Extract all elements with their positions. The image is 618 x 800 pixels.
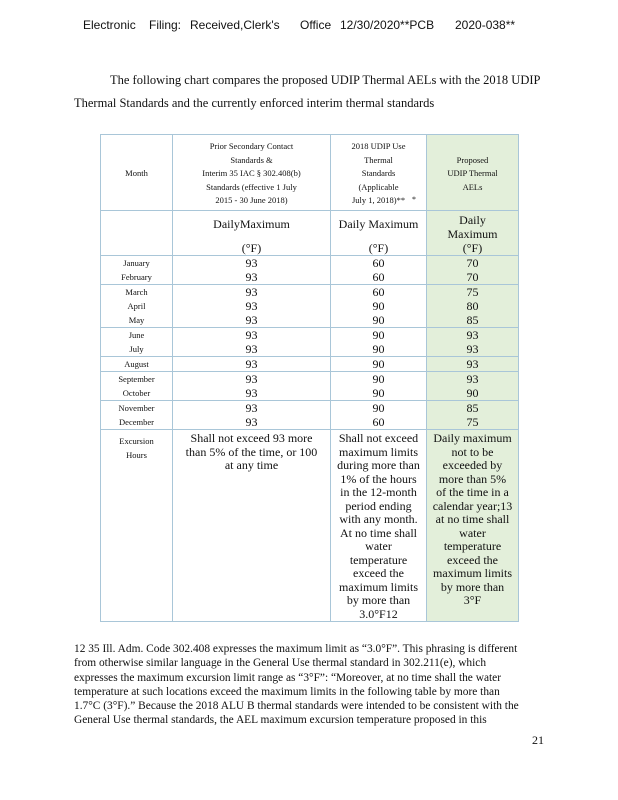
units-prior [173, 211, 331, 256]
units-proposed-label: Daily Maximum [447, 213, 498, 241]
month-name: March [125, 287, 148, 297]
month-name: July [129, 344, 144, 354]
proposed-value: 80 [466, 299, 479, 313]
group-cell-prior [173, 328, 331, 357]
excursion-label-line-2: Hours [126, 450, 147, 460]
prior-value: 93 [245, 372, 258, 386]
excursion-proposed-line-12: by more than [440, 579, 505, 594]
group-cell-prior [173, 357, 331, 372]
group-cell-udip [331, 328, 427, 357]
prior-value: 93 [245, 313, 258, 327]
units-udip-label: Daily Maximum [338, 217, 419, 231]
excursion-udip-line-4: 1% of the hours [340, 471, 417, 486]
prior-value: 93 [245, 256, 258, 270]
footnote-line-4: temperature at such locations exceed the maximum limits in the following table by more than [74, 685, 500, 698]
group-cell-month [101, 357, 173, 372]
header-udip-star: * [412, 195, 416, 204]
header-docket: 2020-038** [455, 18, 516, 32]
excursion-udip-line-3: during more than [337, 458, 420, 472]
excursion-proposed-line-6: calendar year;13 [432, 498, 513, 513]
group-cell-udip [331, 256, 427, 285]
group-cell-udip [331, 401, 427, 430]
proposed-value: 93 [466, 342, 479, 356]
group-cell-month [101, 256, 173, 285]
header-filing: Filing: [149, 18, 182, 32]
month-group-row [101, 328, 519, 357]
header-prior-standards [173, 135, 331, 211]
proposed-value: 93 [466, 357, 479, 371]
header-proposed-line-1: Proposed [456, 154, 489, 165]
proposed-value: 93 [466, 328, 479, 342]
header-proposed-line-3: AELs [462, 181, 483, 192]
excursion-label [101, 430, 173, 622]
udip-value: 60 [372, 270, 385, 284]
group-cell-proposed [427, 372, 519, 401]
group-cell-proposed [427, 328, 519, 357]
header-month-label: Month [125, 168, 148, 179]
footnote-line-5: 1.7°C (3°F).” Because the 2018 ALU B thermal standards were intended to be consistent with the [74, 700, 519, 713]
month-group-row [101, 401, 519, 430]
udip-value: 60 [372, 415, 385, 429]
units-udip [331, 211, 427, 256]
excursion-proposed-line-8: water [459, 525, 486, 540]
month-name: November [118, 403, 155, 413]
excursion-proposed [427, 430, 519, 622]
excursion-udip-line-10: temperature [349, 552, 408, 567]
udip-value: 90 [372, 342, 385, 356]
excursion-prior-line-3: at any time [224, 458, 279, 472]
prior-value: 93 [245, 328, 258, 342]
excursion-proposed-line-5: of the time in a [436, 485, 509, 499]
excursion-proposed-line-4: more than 5% [438, 471, 507, 486]
group-cell-udip [331, 357, 427, 372]
prior-value: 93 [245, 415, 258, 429]
prior-value: 93 [245, 299, 258, 313]
udip-value: 90 [372, 372, 385, 386]
excursion-proposed-line-7: at no time shall [435, 512, 510, 526]
udip-value: 90 [372, 357, 385, 371]
month-name: January [123, 258, 150, 268]
excursion-label-line-1: Excursion [119, 436, 154, 446]
group-cell-proposed [427, 357, 519, 372]
proposed-value: 85 [466, 313, 479, 327]
month-group-row [101, 372, 519, 401]
header-prior-line-5: 2015 - 30 June 2018) [215, 195, 288, 206]
proposed-value: 75 [466, 285, 479, 299]
units-month-blank [101, 211, 173, 256]
footnote-12 [74, 642, 604, 728]
excursion-udip-line-2: maximum limits [338, 444, 418, 459]
excursion-row [101, 430, 519, 622]
group-cell-prior [173, 256, 331, 285]
units-udip-deg: (°F) [368, 241, 389, 255]
group-cell-prior [173, 401, 331, 430]
excursion-udip-line-1: Shall not exceed [338, 431, 419, 445]
excursion-proposed-line-2: not to be [451, 444, 494, 459]
excursion-udip-line-7: with any month. [339, 512, 418, 526]
proposed-value: 70 [466, 256, 479, 270]
excursion-proposed-line-1: Daily maximum [433, 431, 512, 445]
excursion-udip-line-9: water [365, 539, 392, 553]
group-cell-prior [173, 285, 331, 328]
group-cell-month [101, 372, 173, 401]
udip-value: 60 [372, 256, 385, 270]
units-prior-label: DailyMaximum [213, 217, 290, 231]
header-udip-line-1: 2018 UDIP Use [351, 141, 406, 152]
prior-value: 93 [245, 401, 258, 415]
units-proposed [427, 211, 519, 256]
excursion-udip-line-6: period ending [345, 498, 412, 513]
excursion-udip-line-11: exceed the [353, 566, 404, 580]
month-name: September [118, 374, 155, 384]
prior-value: 93 [245, 285, 258, 299]
udip-value: 90 [372, 313, 385, 327]
prior-value: 93 [245, 386, 258, 400]
excursion-udip-line-8: At no time shall [340, 525, 417, 540]
excursion-udip-line-13: by more than [346, 593, 411, 607]
filing-header [0, 18, 618, 38]
proposed-value: 93 [466, 372, 479, 386]
group-cell-proposed [427, 285, 519, 328]
header-electronic: Electronic [83, 18, 136, 32]
intro-line-1: The following chart compares the proposed UDIP Thermal AELs with the 2018 UDIP [110, 73, 541, 87]
group-cell-udip [331, 372, 427, 401]
excursion-prior-line-2: than 5% of the time, or 100 [185, 444, 318, 459]
footnote-line-3: expresses the maximum excursion limit range as “3°F”: “Moreover, at no time shall the water [74, 671, 502, 684]
thermal-standards-table [100, 134, 519, 622]
proposed-value: 75 [466, 415, 479, 429]
month-name: February [121, 272, 152, 282]
excursion-udip-line-5: in the 12-month [340, 485, 417, 499]
group-cell-udip [331, 285, 427, 328]
table-units-row [101, 211, 519, 256]
header-udip-line-5: July 1, 2018)** [351, 195, 406, 206]
header-prior-line-1: Prior Secondary Contact [209, 141, 294, 152]
excursion-prior [173, 430, 331, 622]
footnote-line-6: General Use thermal standards, the AEL maximum excursion temperature proposed in this [74, 714, 487, 727]
excursion-proposed-line-9: temperature [443, 539, 502, 553]
month-name: August [124, 359, 149, 369]
excursion-proposed-line-13: 3°F [463, 593, 482, 607]
month-name: December [119, 417, 154, 427]
proposed-value: 90 [466, 386, 479, 400]
header-proposed-aels [427, 135, 519, 211]
group-cell-prior [173, 372, 331, 401]
units-prior-deg: (°F) [241, 241, 262, 255]
proposed-value: 85 [466, 401, 479, 415]
group-cell-month [101, 328, 173, 357]
month-name: April [127, 301, 146, 311]
month-name: June [128, 330, 145, 340]
prior-value: 93 [245, 357, 258, 371]
excursion-udip-line-12: maximum limits [338, 579, 418, 594]
prior-value: 93 [245, 270, 258, 284]
udip-value: 90 [372, 328, 385, 342]
header-date: 12/30/2020**PCB [340, 18, 435, 32]
prior-value: 93 [245, 342, 258, 356]
udip-value: 60 [372, 285, 385, 299]
footnote-line-2: from otherwise similar language in the General Use thermal standard in 302.211(e), which [74, 657, 487, 670]
month-name: May [128, 315, 145, 325]
header-month [101, 135, 173, 211]
header-prior-line-3: Interim 35 IAC § 302.408(b) [202, 168, 301, 179]
excursion-proposed-line-3: exceeded by [442, 458, 503, 472]
month-group-row [101, 256, 519, 285]
table-header-row [101, 135, 519, 211]
intro-line-2: Thermal Standards and the currently enforced interim thermal standards [74, 96, 435, 110]
excursion-proposed-line-10: exceed the [447, 552, 498, 567]
group-cell-proposed [427, 256, 519, 285]
proposed-value: 70 [466, 270, 479, 284]
excursion-proposed-line-11: maximum limits [432, 566, 512, 580]
footnote-line-1: 12 35 Ill. Adm. Code 302.408 expresses the maximum limit as “3.0°F”. This phrasing is different [74, 643, 518, 655]
header-prior-line-2: Standards & [230, 154, 273, 165]
header-udip-line-4: (Applicable [358, 181, 399, 192]
header-udip-2018 [331, 135, 427, 211]
header-prior-line-4: Standards (effective 1 July [206, 181, 297, 192]
excursion-udip [331, 430, 427, 622]
group-cell-month [101, 285, 173, 328]
group-cell-month [101, 401, 173, 430]
excursion-prior-line-1: Shall not exceed 93 more [190, 431, 313, 445]
units-proposed-deg: (°F) [462, 241, 483, 255]
month-name: October [122, 388, 151, 398]
page-number: 21 [532, 733, 544, 747]
excursion-udip-line-14: 3.0°F12 [359, 606, 398, 621]
header-udip-line-2: Thermal [364, 154, 393, 165]
udip-value: 90 [372, 386, 385, 400]
udip-value: 90 [372, 401, 385, 415]
header-received: Received,Clerk's [190, 18, 280, 32]
month-group-row [101, 285, 519, 328]
header-udip-line-3: Standards [361, 168, 396, 179]
group-cell-proposed [427, 401, 519, 430]
month-group-row [101, 357, 519, 372]
header-office: Office [300, 18, 332, 32]
header-proposed-line-2: UDIP Thermal [447, 168, 498, 179]
udip-value: 90 [372, 299, 385, 313]
